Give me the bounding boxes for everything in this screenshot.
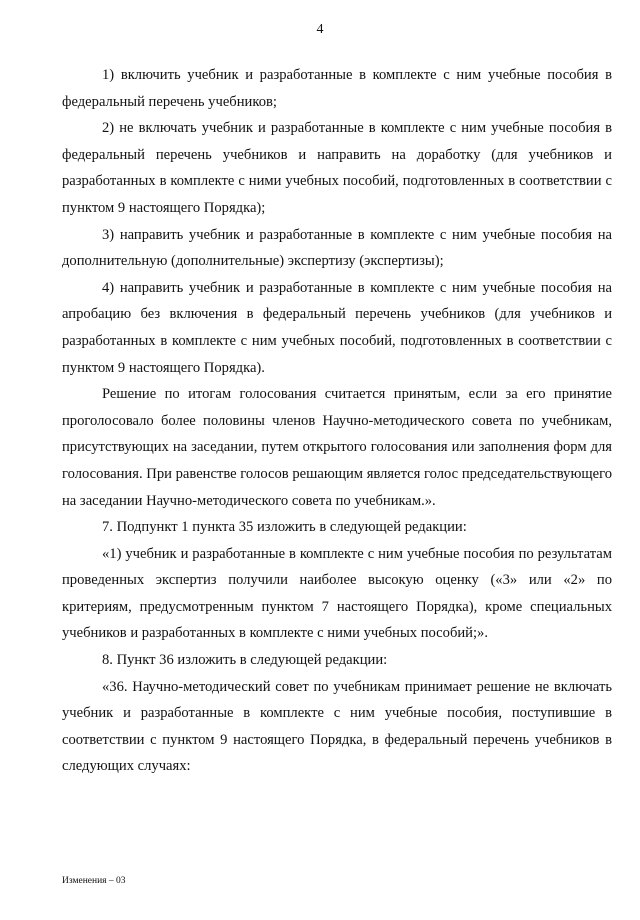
footer-note: Изменения – 03 [62,876,126,886]
paragraph-amendment-8: 8. Пункт 36 изложить в следующей редакции: [102,652,388,669]
paragraph-voting-decision: Решение по итогам голосования считается принятым, если за его принятие проголосовало более половины членов Научно-методического совета по учебникам, присутствующих на заседании, путем открытого голосования или заполнения форм для голосования. При равенстве голосов решающим является голос председательствующего на заседании Научно-методического совета по учебникам.». [62,386,612,509]
paragraph-point-36: «36. Научно-методический совет по учебникам принимает решение не включать учебник и разработанные в комплекте с ним учебные пособия, поступившие в соответствии с пунктом 9 настоящего Порядка, в федеральный перечень учебников в следующих случаях: [62,678,612,775]
paragraph-item-4: 4) направить учебник и разработанные в комплекте с ним учебные пособия на апробацию без включения в федеральный перечень учебников (для учебников и разработанных в комплекте с ним учебных пособий, подготовленных в соответствии с пунктом 9 настоящего Порядка). [62,279,612,376]
paragraph-item-2: 2) не включать учебник и разработанные в комплекте с ним учебные пособия в федеральный перечень учебников и направить на доработку (для учебников и разработанных в комплекте с ними учебных пособий, подготовленных в соответствии с пунктом 9 настоящего Порядка); [62,120,612,216]
paragraph-subpoint-1: «1) учебник и разработанные в комплекте с ним учебные пособия по результатам проведенных экспертиз получили наиболее высокую оценку («3» или «2» по критериям, предусмотренным пунктом 7 настоящего Порядка), кроме специальных учебников и разработанных в комплекте с ними учебных пособий;». [62,545,612,642]
document-body [62,62,612,780]
paragraph-item-1: 1) включить учебник и разработанные в комплекте с ним учебные пособия в федеральный перечень учебников; [62,67,612,110]
paragraph-item-3: 3) направить учебник и разработанные в комплекте с ним учебные пособия на дополнительную (дополнительные) экспертизу (экспертизы); [62,226,612,270]
paragraph-amendment-7: 7. Подпункт 1 пункта 35 изложить в следующей редакции: [102,519,467,536]
page-number: 4 [316,22,324,37]
